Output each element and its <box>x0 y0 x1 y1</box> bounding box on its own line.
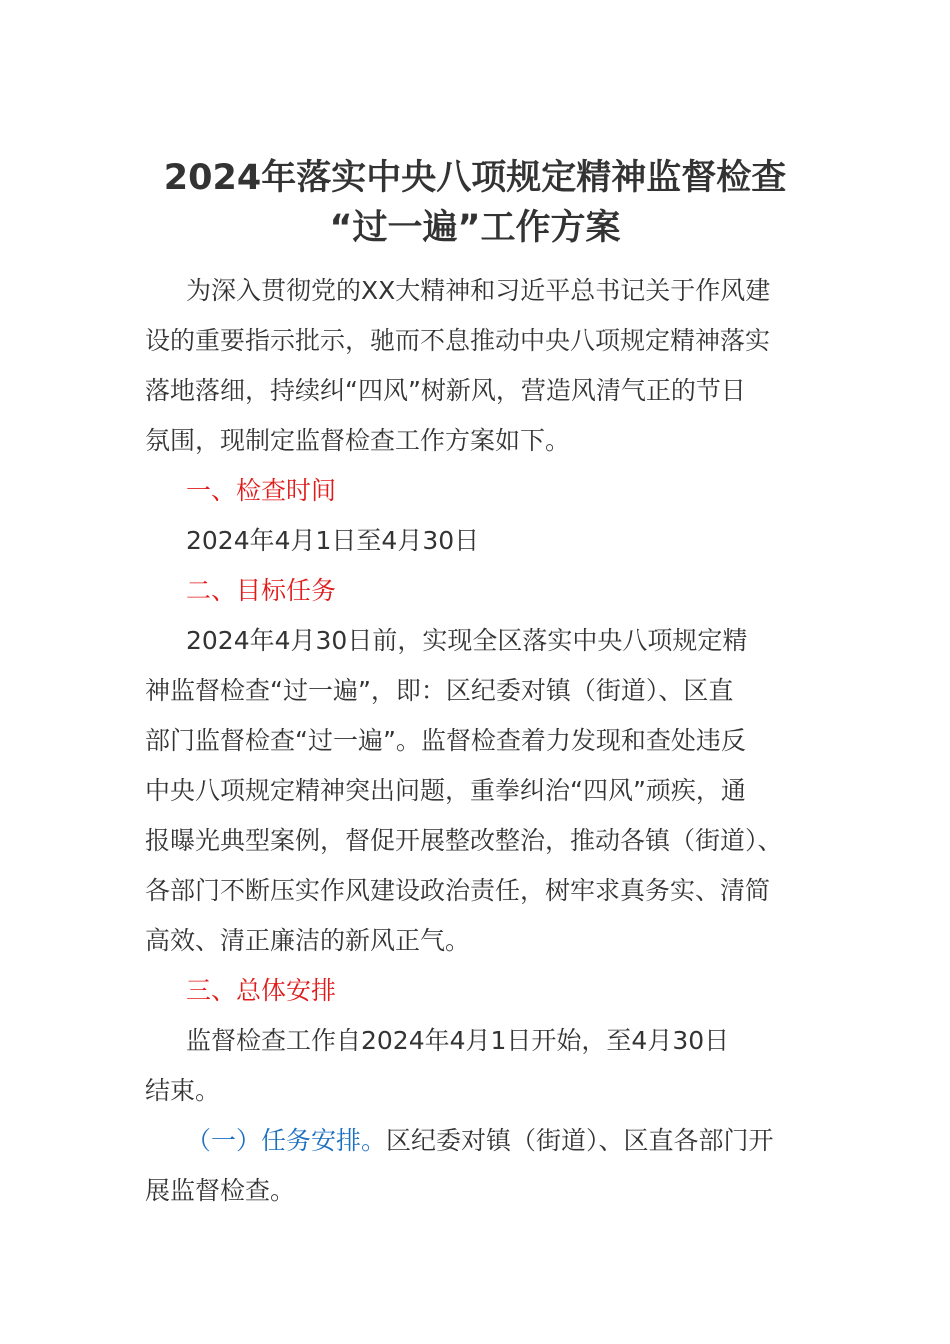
subsection-1-line-1 <box>186 1124 856 1158</box>
section-2-line-7: 高效、清正廉洁的新风正气。 <box>145 926 471 955</box>
intro-line-3: 落地落细，持续纠“四风”树新风，营造风清气正的节日 <box>145 376 746 405</box>
subsection-1-label: （一）任务安排。 <box>186 1126 387 1155</box>
section-2-line-2: 神监督检查“过一遍”，即：区纪委对镇（街道）、区直 <box>145 676 734 705</box>
intro-line-1: 为深入贯彻党的XX大精神和习近平总书记关于作风建 <box>186 276 771 305</box>
section-2-line-6: 各部门不断压实作风建设政治责任，树牢求真务实、清简 <box>145 876 771 905</box>
section-3-line-1: 监督检查工作自2024年4月1日开始，至4月30日 <box>186 1026 730 1055</box>
section-2-line-5: 报曝光典型案例，督促开展整改整治，推动各镇（街道）、 <box>145 826 783 855</box>
intro-line-4: 氛围，现制定监督检查工作方案如下。 <box>145 426 571 455</box>
section-2-line-4: 中央八项规定精神突出问题，重拳纠治“四风”顽疾，通 <box>145 776 746 805</box>
document-title-line-1: 2024年落实中央八项规定精神监督检查 <box>163 158 787 198</box>
section-2-heading: 二、目标任务 <box>186 576 337 605</box>
intro-line-2: 设的重要指示批示，驰而不息推动中央八项规定精神落实 <box>145 326 771 355</box>
section-1-heading: 一、检查时间 <box>186 476 337 505</box>
section-1-text: 2024年4月1日至4月30日 <box>186 526 480 555</box>
subsection-1-text: 区纪委对镇（街道）、区直各部门开 <box>386 1126 774 1155</box>
section-3-heading: 三、总体安排 <box>186 976 337 1005</box>
section-2-line-1: 2024年4月30日前，实现全区落实中央八项规定精 <box>186 626 748 655</box>
section-2-line-3: 部门监督检查“过一遍”。监督检查着力发现和查处违反 <box>145 726 746 755</box>
subsection-1-line-2: 展监督检查。 <box>145 1176 296 1205</box>
section-3-line-2: 结束。 <box>145 1076 221 1105</box>
document-title-line-2: “过一遍”工作方案 <box>329 208 621 248</box>
